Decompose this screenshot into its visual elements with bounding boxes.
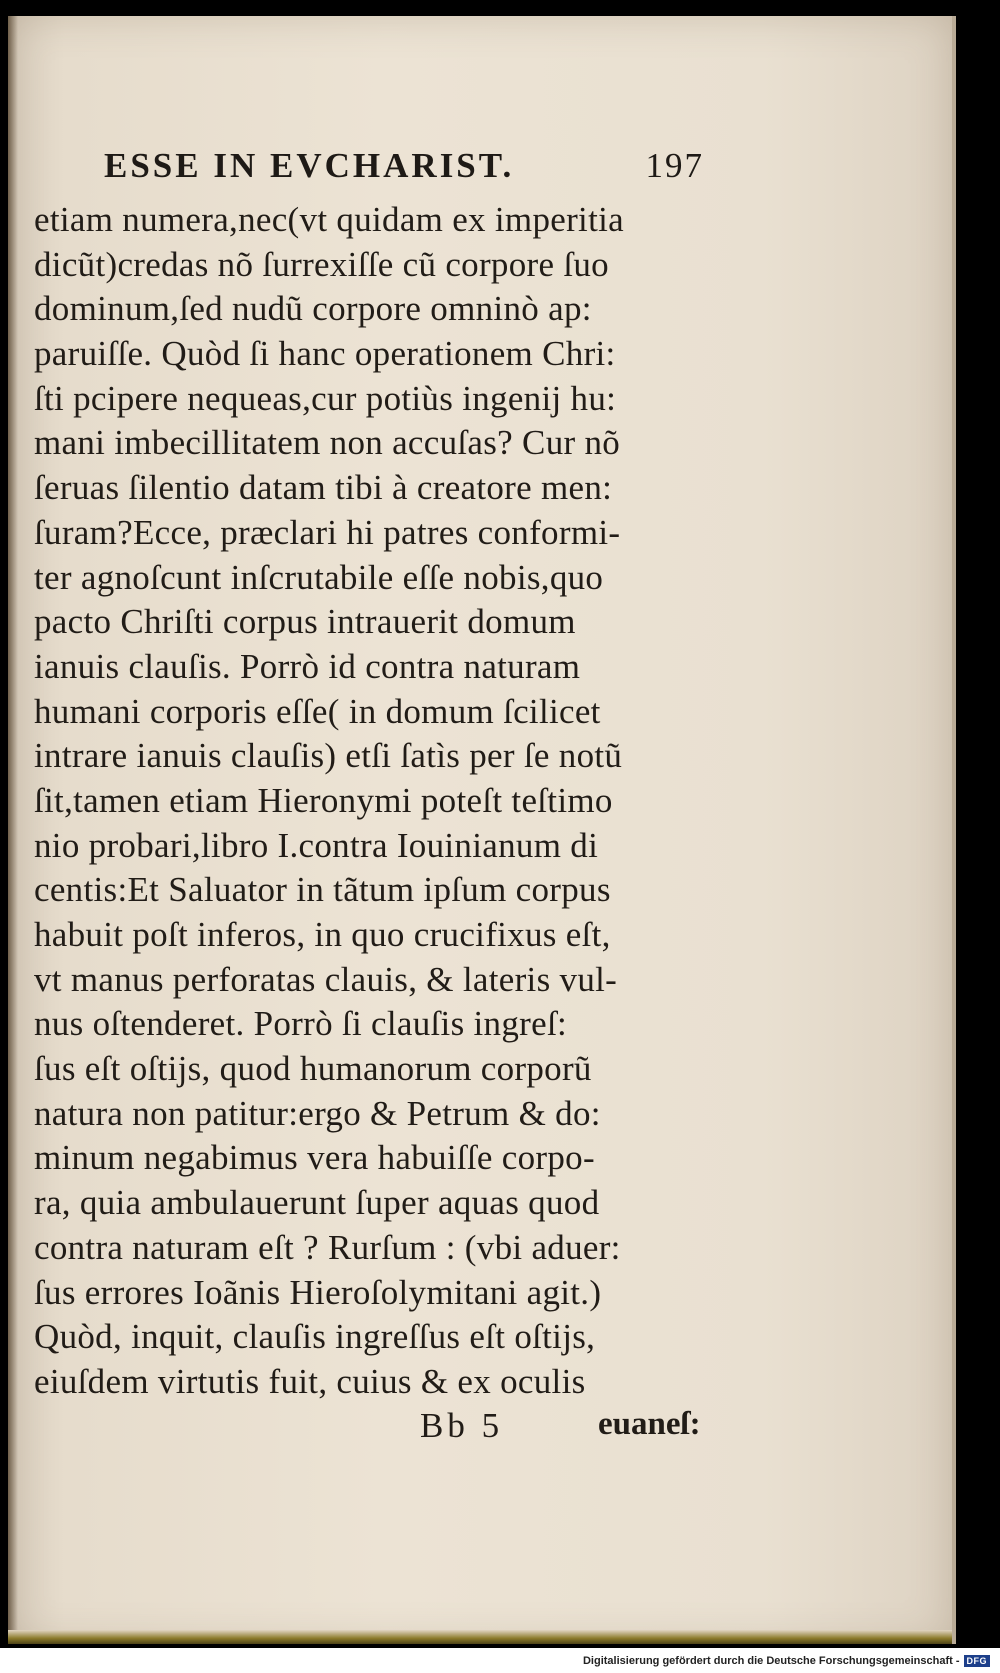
text-line: humani corporis eſſe( in domum ſcilicet <box>34 691 601 731</box>
dfg-logo-icon: DFG <box>964 1655 991 1667</box>
text-line: etiam numera,nec(vt quidam ex imperitia <box>34 200 624 239</box>
text-line: natura non patitur:ergo & Petrum & do: <box>34 1093 601 1133</box>
text-line: intrare ianuis clauſis) etſi ſatìs per ſe notũ <box>34 736 623 776</box>
text-line: nus oſtenderet. Porrò ſi clauſis ingreſ: <box>34 1004 568 1044</box>
text-line: ſus errores Ioãnis Hieroſolymitani agit.) <box>34 1272 602 1312</box>
text-line: paruiſſe. Quòd ſi hanc operationem Chri: <box>34 334 616 374</box>
running-title: ESSE IN EVCHARIST. <box>104 146 515 185</box>
text-line: ſeruas ſilentio datam tibi à creatore men: <box>34 468 613 508</box>
page-number: 197 <box>645 146 704 185</box>
running-head <box>104 146 704 186</box>
text-line: eiuſdem virtutis fuit, cuius & ex oculis <box>34 1361 586 1401</box>
text-line: pacto Chriſti corpus intrauerit domum <box>34 602 576 642</box>
body-text <box>34 198 724 1405</box>
text-line: dicũt)credas nõ ſurrexiſſe cũ corpore ſuo <box>34 244 609 284</box>
text-line: Quòd, inquit, clauſis ingreſſus eſt oſtijs, <box>34 1317 596 1357</box>
text-line: ter agnoſcunt inſcrutabile eſſe nobis,quo <box>34 557 604 597</box>
text-line: mani imbecillitatem non accuſas? Cur nõ <box>34 423 621 463</box>
text-line: nio probari,libro I.contra Iouinianum di <box>34 825 599 865</box>
book-page <box>8 16 956 1644</box>
text-line: ſti pcipere nequeas,cur potiùs ingenij hu: <box>34 378 617 418</box>
page-bottom-edge <box>8 1630 952 1644</box>
text-line: minum negabimus vera habuiſſe corpo- <box>34 1138 595 1178</box>
text-line: ra, quia ambulauerunt ſuper aquas quod <box>34 1183 600 1223</box>
text-line: ſuram?Ecce, præclari hi patres conformi- <box>34 512 621 552</box>
text-line: ſit,tamen etiam Hieronymi poteſt teſtimo <box>34 780 613 820</box>
text-line: ianuis clauſis. Porrò id contra naturam <box>34 646 581 686</box>
text-line: vt manus perforatas clauis, & lateris vul- <box>34 959 618 999</box>
page-gutter-shadow <box>8 16 18 1644</box>
funding-notice-bar <box>0 1648 1000 1673</box>
signature-mark: Bb 5 <box>420 1406 504 1445</box>
catchword: euaneſ: <box>598 1406 701 1442</box>
text-line: ſus eſt oſtijs, quod humanorum corporũ <box>34 1049 592 1089</box>
text-line: dominum,ſed nudũ corpore omninò ap: <box>34 289 592 329</box>
text-line: habuit poſt inferos, in quo crucifixus eſt, <box>34 915 611 954</box>
text-line: contra naturam eſt ? Rurſum : (vbi aduer: <box>34 1227 621 1267</box>
funding-text: Digitalisierung gefördert durch die Deutsche Forschungsgemeinschaft - <box>582 1654 960 1667</box>
text-line: centis:Et Saluator in tãtum ipſum corpus <box>34 870 611 910</box>
